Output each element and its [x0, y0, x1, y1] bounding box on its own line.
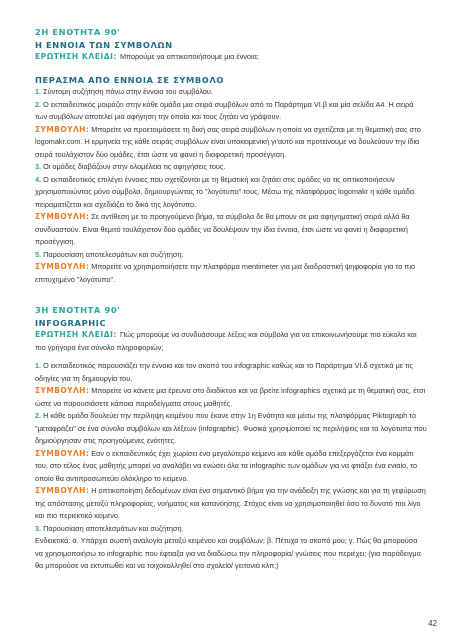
section2-steps [35, 360, 427, 573]
key-question-label: ΕΡΩΤΗΣΗ ΚΛΕΙΔΙ: [35, 52, 117, 61]
step-number: 3. [35, 162, 42, 171]
paragraph-text: Ενδεικτικά: α. Υπάρχει σωστή αναλογία μεταξύ κειμένου και συμβόλων; β. Πέτυχα το σκοπό μου; γ. Πώς θα μπορούσα να χρησιμοποιήσω το infographic που έφτιαξα για να διαδώσω την πληροφορία/ γνώσεις που περιέχει; (για παράδειγμα θα μπορούσε να εκτυπωθεί και να τοιχοκολληθεί στο σχολείο/ γειτονιά κλπ;) [35, 536, 421, 570]
tip-label: ΣΥΜΒΟΥΛΗ: [35, 448, 90, 458]
section1-subtitle: ΠΕΡΑΣΜΑ ΑΠΟ ΕΝΝΟΙΑ ΣΕ ΣΥΜΒΟΛΟ [35, 74, 225, 85]
tip-label: ΣΥΜΒΟΥΛΗ: [35, 124, 90, 134]
section1-key-question [35, 51, 427, 64]
step-number: 2. [35, 99, 42, 109]
key-question-label: ΕΡΩΤΗΣΗ ΚΛΕΙΔΙ: [35, 330, 117, 339]
step-paragraph [35, 86, 427, 99]
tip-label: ΣΥΜΒΟΥΛΗ: [35, 262, 90, 271]
step-paragraph [35, 161, 427, 174]
paragraph-text: Η κάθε ομάδα δουλεύει την περίληψη κειμένου που έκανε στην 1η Ενότητα και μέσω της πλατφόρμας Piktograph το "μεταφράζει" σε ένα σύνολο συμβόλων και λέξεων (infographic). Φυσικά χρησιμοποιεί τις περιλήψεις και τα λογότυπα που δημιούργησαν στις προηγούμενες ενότητες. [35, 411, 427, 445]
section1-steps [35, 86, 427, 286]
paragraph-text: Παρουσίαση αποτελεσμάτων και συζήτηση. [43, 249, 184, 259]
step-paragraph [35, 249, 427, 262]
tip-label: ΣΥΜΒΟΥΛΗ: [35, 212, 90, 221]
step-number: 4. [35, 174, 42, 184]
tip-paragraph [35, 124, 427, 162]
tip-label: ΣΥΜΒΟΥΛΗ: [35, 386, 90, 395]
paragraph-text: Μπορείτε να χρησιμοποιήσετε την πλατφόρμα mentimeter για μια διαδραστική ψηφοφορία για το πιο επιτυχημένο "λογότυπο". [35, 262, 416, 284]
section1-title: 2Η ΕΝΟΤΗΤΑ 90' [35, 27, 121, 37]
paragraph-text: Ο εκπαιδευτικός μοιράζει στην κάθε ομάδα μια σειρά συμβόλων από το Παράρτημα VI.β και μία σελίδα Α4. Η σειρά των συμβόλων αποτελεί μια αφήγηση την οποία και τους ζητάει να γράψουν. [35, 99, 414, 121]
step-paragraph [35, 360, 427, 385]
section1-heading: Η ΕΝΝΟΙΑ ΤΩΝ ΣΥΜΒΟΛΩΝ [35, 39, 173, 50]
text-paragraph [35, 535, 427, 573]
step-number: 5. [35, 249, 42, 259]
section2-title: 3Η ΕΝΟΤΗΤΑ 90' [35, 305, 121, 315]
tip-paragraph [35, 261, 427, 286]
step-number: 1. [35, 361, 42, 370]
paragraph-text: Σύντομη συζήτηση πάνω στην έννοια του συμβόλου. [43, 87, 213, 96]
paragraph-text: Η οπτικοποίηση δεδομένων είναι ένα σημαντικό βήμα για την ανάδειξη της γνώσης και για τη γεφύρωση της απόστασης μεταξύ πληροφορίας, νοήματος και κατανόησης. Στόχος είναι να χρησιμοποιηθεί όσο το δυνατό πιο λίγο και πιο περιεκτικό κείμενο. [35, 486, 426, 520]
section2-key-question [35, 329, 427, 354]
paragraph-text: Ο εκπαιδευτικός παρουσιάζει την έννοια και τον σκοπό του infographic καθώς και το Παράρτημα VI.δ σχετικά με τις οδηγίες για τη δημιουργία του. [35, 361, 414, 383]
paragraph-text: Μπορείτε να προετοιμάσετε τη δική σας σειρά συμβόλων η οποία να σχετίζεται με τη θεματική σας στο logomakr.com. Η ερμηνεία της κάθε σειράς συμβόλων είναι υποκειμενική γι'αυτό και προτείνουμε να δουλεύουν την ίδια σειρά τουλάχιστον δύο ομάδες, έτσι ώστε να φανεί η διαφορετική προσέγγιση. [35, 124, 421, 159]
paragraph-text: Σε αντίθεση με το προηγούμενο βήμα, τα σύμβολα δε θα μπουν σε μια αφηγηματική σειρά αλλά θα συνδυαστούν. Είναι θεμιτό τουλάχιστον δύο ομάδες να δουλέψουν την ίδια έννοια, έτσι ώστε να φανεί η διαφορετική προσέγγιση. [35, 212, 410, 246]
tip-paragraph [35, 385, 427, 410]
tip-paragraph [35, 485, 427, 523]
paragraph-text: Ο εκπαιδευτικός επιλέγει έννοιες που σχετίζονται με τη θεματική και ζητάει στις ομάδες να τις οπτικοποιήσουν χρησιμοποιώντας μόνο σύμβολα, δημιουργώντας το "λογότυπο" τους. Μέσω της πλατφόρμας logomakr η κάθε ομάδα πειραματίζεται και σχεδιάζει το δικό της λογότυπο. [35, 174, 415, 209]
key-question-text: Μπορούμε να οπτικοποιήσουμε μια έννοια; [119, 52, 259, 61]
paragraph-text: Εαν ο εκπαιδευτικός έχει χωρίσει ένα μεγαλύτερο κείμενο και κάθε ομάδα επεξεργάζεται ένα κομμάτι του, στο τέλος ένας μαθητής μπορεί να αναλάβει να ενώσει όλα τα infographic των ομάδων για να φτιάξει ένα ενιαίο, το οποίο θα αντιπροσωπεύει ολόκληρο το κείμενο. [35, 448, 418, 483]
tip-paragraph [35, 211, 427, 249]
paragraph-text: Παρουσίαση αποτελεσμάτων και συζήτηση. [43, 523, 184, 533]
step-paragraph [35, 523, 427, 536]
step-number: 1. [35, 87, 42, 96]
step-number: 3. [35, 523, 42, 533]
step-paragraph [35, 174, 427, 212]
key-question-text: Πώς μπορούμε να συνδυάσουμε λέξεις και σύμβολα για να επικοινωνήσουμε πιο εύκολα και πιο γρήγορα ένα σύνολο πληροφοριών; [35, 330, 417, 352]
step-paragraph [35, 410, 427, 448]
paragraph-text: Οι ομάδες διαβάζουν στην ολομέλεια τις αφηγήσεις τους. [43, 162, 226, 171]
page-number: 42 [428, 619, 437, 628]
tip-label: ΣΥΜΒΟΥΛΗ: [35, 486, 90, 495]
step-number: 2. [35, 411, 42, 420]
tip-paragraph [35, 448, 427, 486]
paragraph-text: Μπορείτε να κάνετε μια έρευνα στο διαδίκτυο και να βρείτε infographics σχετικά με τη θεματική σας, έτσι ώστε να παρουσιάσετε κάποια παραδείγματα στους μαθητές. [35, 386, 426, 408]
section2-heading: INFOGRAPHIC [35, 317, 107, 328]
step-paragraph [35, 99, 427, 124]
page-content [35, 26, 427, 573]
